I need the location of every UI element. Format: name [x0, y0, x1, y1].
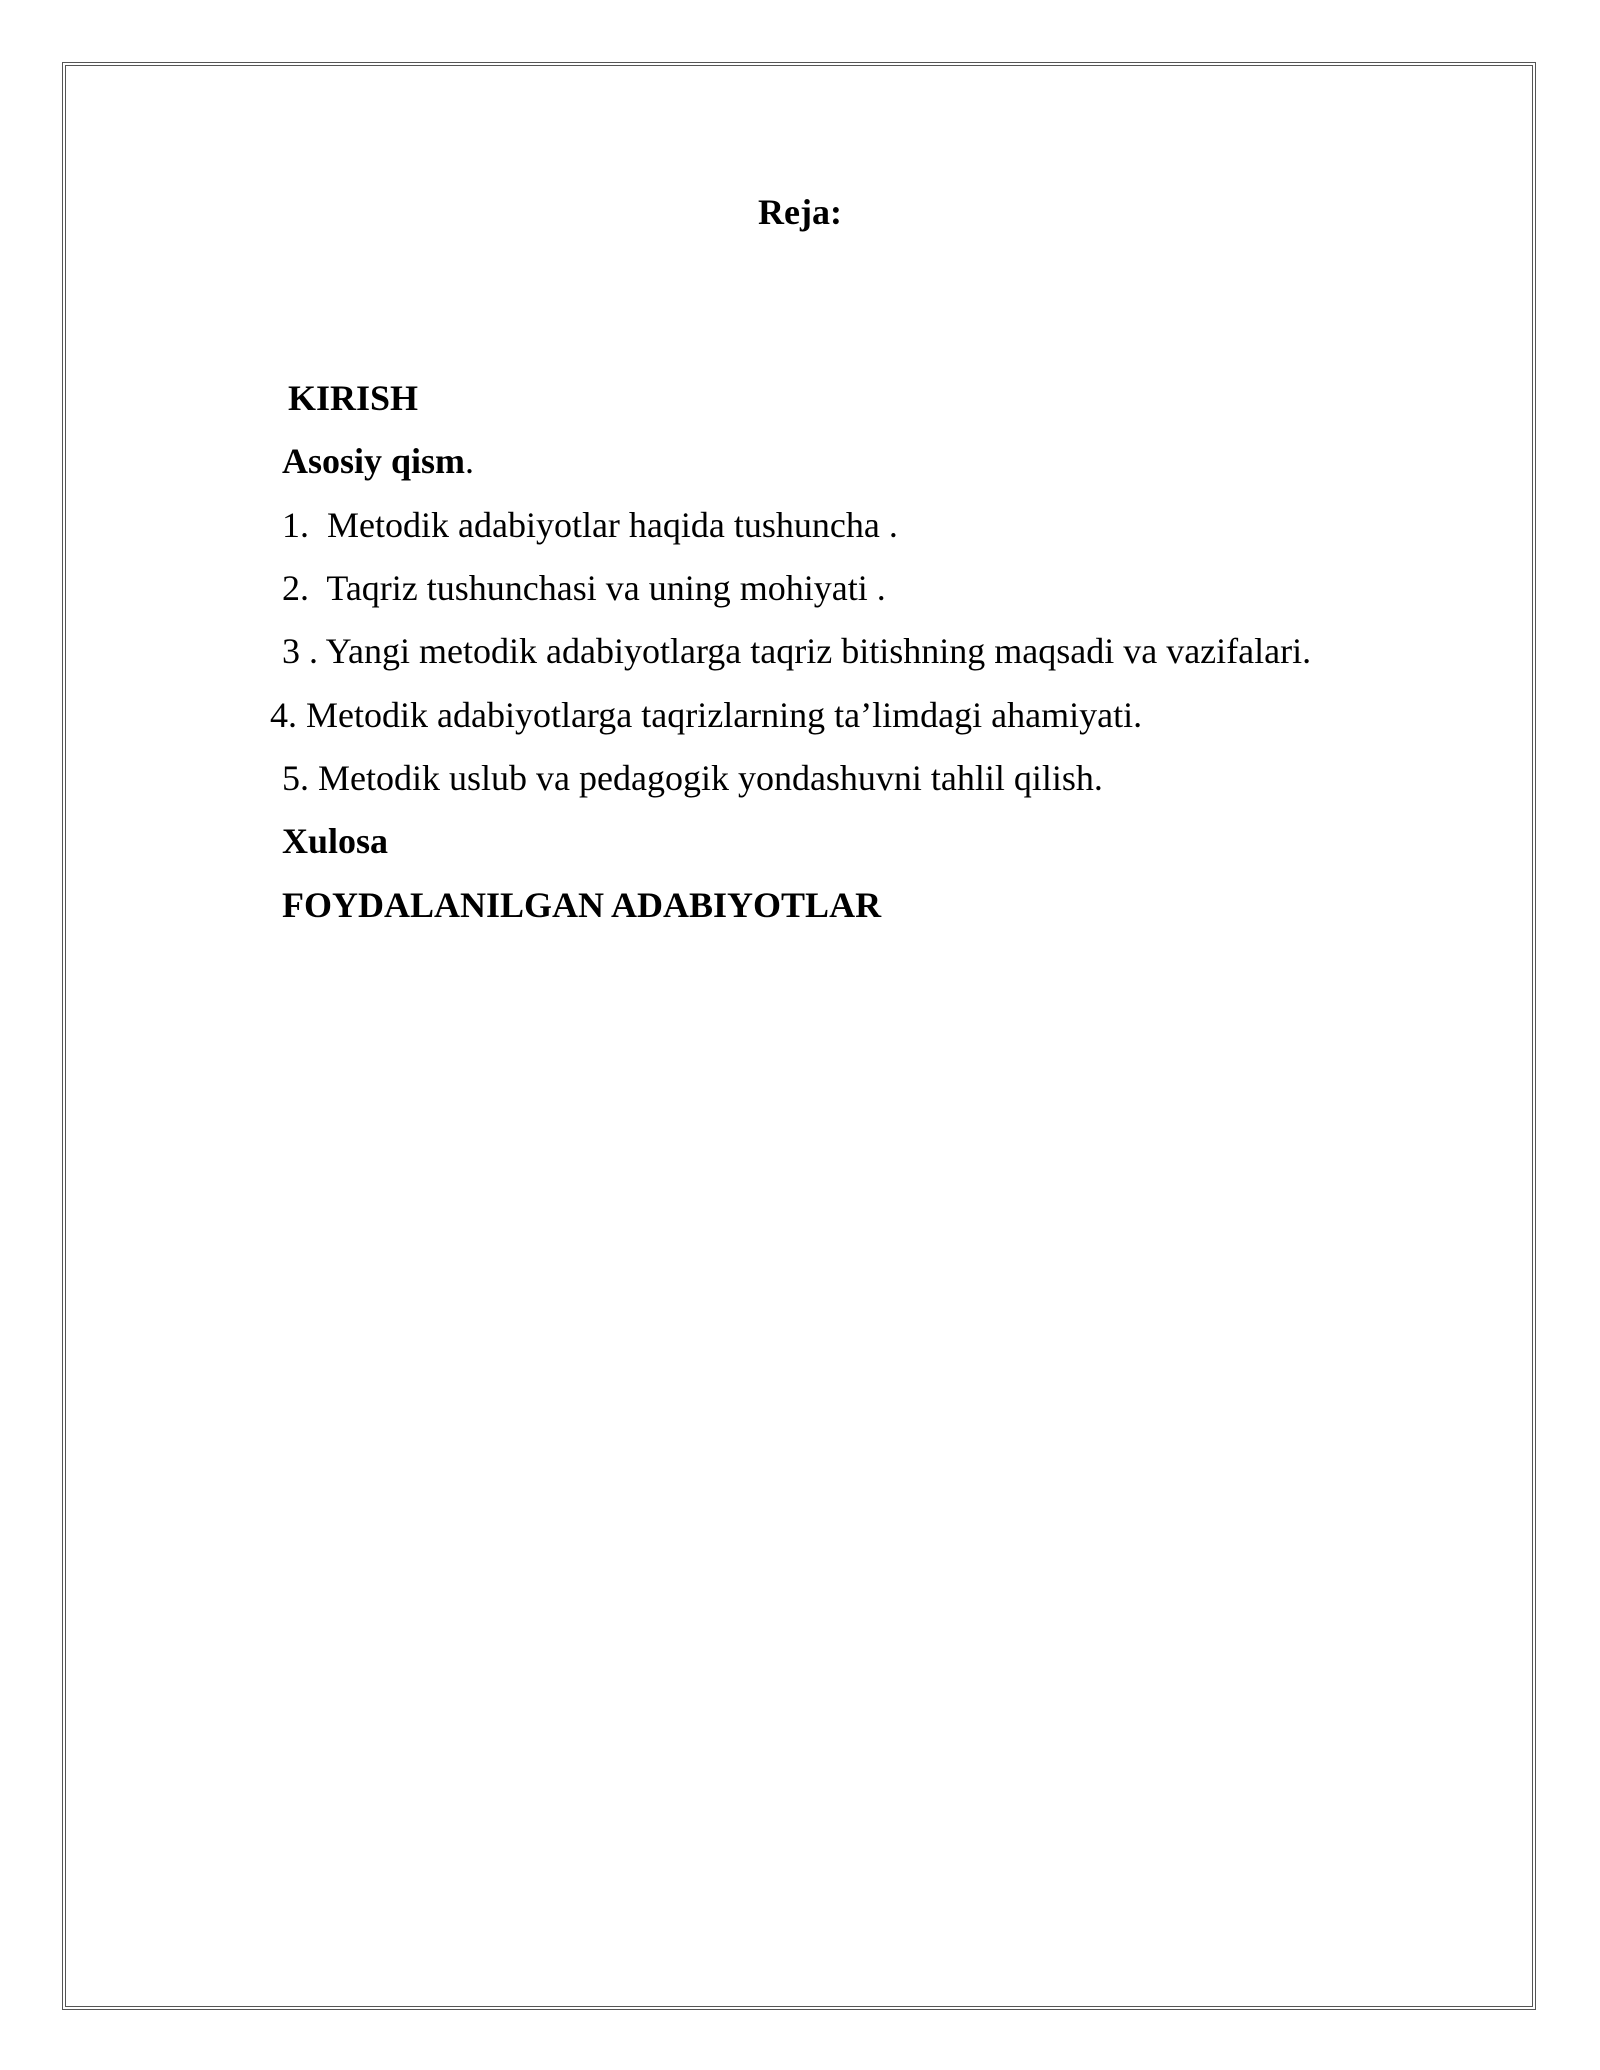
- page-border: [62, 62, 1536, 2010]
- main-part-heading: Asosiy qism: [282, 441, 466, 481]
- plan-item-5: 5. Metodik uslub va pedagogik yondashuvni tahlil qilish.: [282, 758, 1103, 798]
- main-part-punct: .: [465, 441, 475, 481]
- page-title: Reja:: [758, 192, 842, 232]
- plan-item-4: 4. Metodik adabiyotlarga taqrizlarning ta’limdagi ahamiyati.: [270, 695, 1143, 735]
- references-heading: FOYDALANILGAN ADABIYOTLAR: [282, 885, 882, 925]
- plan-item-3: 3 . Yangi metodik adabiyotlarga taqriz bitishning maqsadi va vazifalari.: [282, 631, 1312, 671]
- intro-heading: KIRISH: [288, 378, 419, 418]
- plan-item-1: 1. Metodik adabiyotlar haqida tushuncha .: [282, 505, 898, 545]
- main-part-heading-line: [282, 433, 474, 489]
- conclusion-heading: Xulosa: [282, 821, 389, 861]
- plan-item-2: 2. Taqriz tushunchasi va uning mohiyati .: [282, 568, 886, 608]
